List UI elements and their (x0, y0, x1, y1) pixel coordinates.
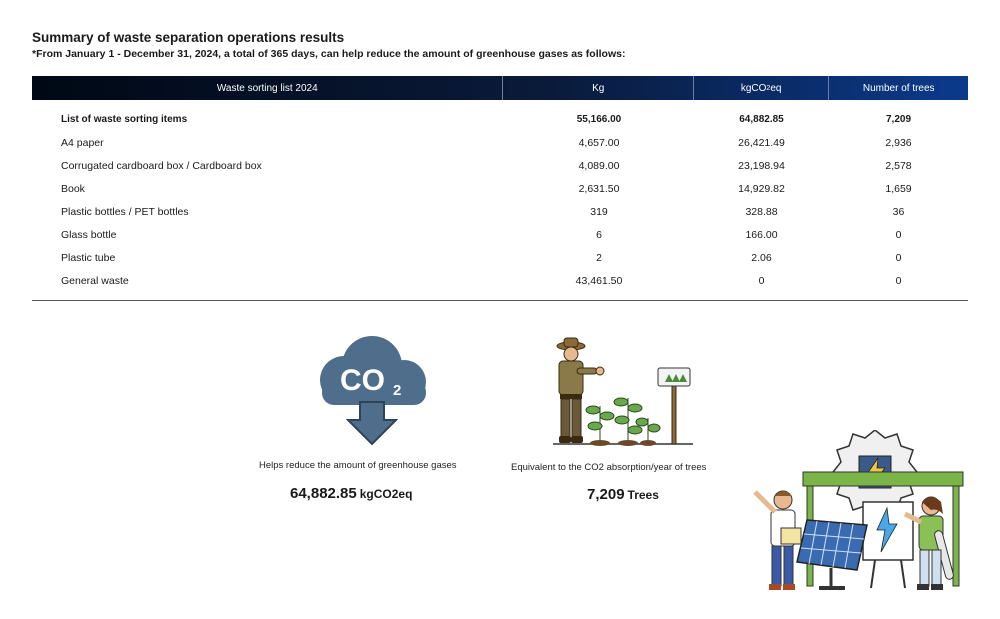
table-body (32, 100, 968, 301)
cell-kg: 6 (596, 228, 602, 241)
table-header (32, 76, 968, 100)
table-row (32, 177, 968, 200)
cell-kg: 4,657.00 (578, 136, 620, 149)
cell-name: A4 paper (61, 136, 104, 149)
page-title: Summary of waste separation operations results (32, 30, 345, 45)
co2-cloud-icon (310, 332, 435, 447)
table-row-total (32, 108, 968, 131)
cell-name: Glass bottle (61, 228, 117, 241)
header-kg: Kg (503, 76, 693, 100)
svg-text:CO: CO (340, 364, 385, 397)
cell-name: General waste (61, 274, 129, 287)
header-list: Waste sorting list 2024 (32, 76, 503, 100)
header-trees: Number of trees (862, 82, 935, 94)
cell-trees: 7,209 (885, 114, 912, 125)
cell-co2: 26,421.49 (738, 136, 785, 149)
cell-name: Plastic bottles / PET bottles (61, 205, 189, 218)
trees-label: Equivalent to the CO2 absorption/year of trees (511, 462, 707, 473)
cell-kg: 319 (590, 205, 608, 218)
cell-trees: 36 (892, 205, 905, 218)
table-row (32, 246, 968, 269)
table-row (32, 200, 968, 223)
cell-kg: 4,089.00 (578, 159, 620, 172)
cell-kg: 2 (596, 251, 602, 264)
cell-co2: 0 (758, 274, 765, 287)
forest-ranger-illustration (553, 336, 693, 448)
cell-trees: 1,659 (885, 182, 912, 195)
page-subtitle: *From January 1 - December 31, 2024, a total of 365 days, can help reduce the amount of greenhouse gases as follows: (32, 48, 626, 60)
svg-text:2: 2 (393, 382, 402, 399)
cell-trees: 0 (895, 228, 902, 241)
table-row (32, 154, 968, 177)
cell-trees: 0 (895, 251, 902, 264)
table-row (32, 131, 968, 154)
table-row (32, 223, 968, 246)
cell-name: Plastic tube (61, 251, 116, 264)
cell-co2: 14,929.82 (738, 182, 785, 195)
waste-table (32, 76, 968, 301)
cell-trees: 2,578 (885, 159, 912, 172)
cell-co2: 23,198.94 (738, 159, 785, 172)
cell-kg: 43,461.50 (575, 274, 623, 287)
table-row (32, 269, 968, 292)
co2-label: Helps reduce the amount of greenhouse gases (259, 460, 457, 471)
cell-name: Corrugated cardboard box / Cardboard box (61, 159, 262, 172)
cell-kg: 55,166.00 (576, 114, 622, 125)
cell-trees: 0 (895, 274, 902, 287)
cell-kg: 2,631.50 (578, 182, 620, 195)
header-kgco2eq: kgCO 2 eq (694, 76, 830, 100)
solar-energy-illustration (745, 430, 970, 595)
cell-co2: 328.88 (745, 205, 778, 218)
cell-co2: 2.06 (751, 251, 772, 264)
cell-name: Book (61, 182, 85, 195)
cell-trees: 2,936 (885, 136, 912, 149)
co2-value: 64,882.85 kgCO2eq (290, 485, 413, 502)
trees-value: 7,209 Trees (587, 486, 659, 503)
cell-name: List of waste sorting items (61, 114, 188, 125)
cell-co2: 64,882.85 (739, 114, 784, 125)
cell-co2: 166.00 (745, 228, 778, 241)
